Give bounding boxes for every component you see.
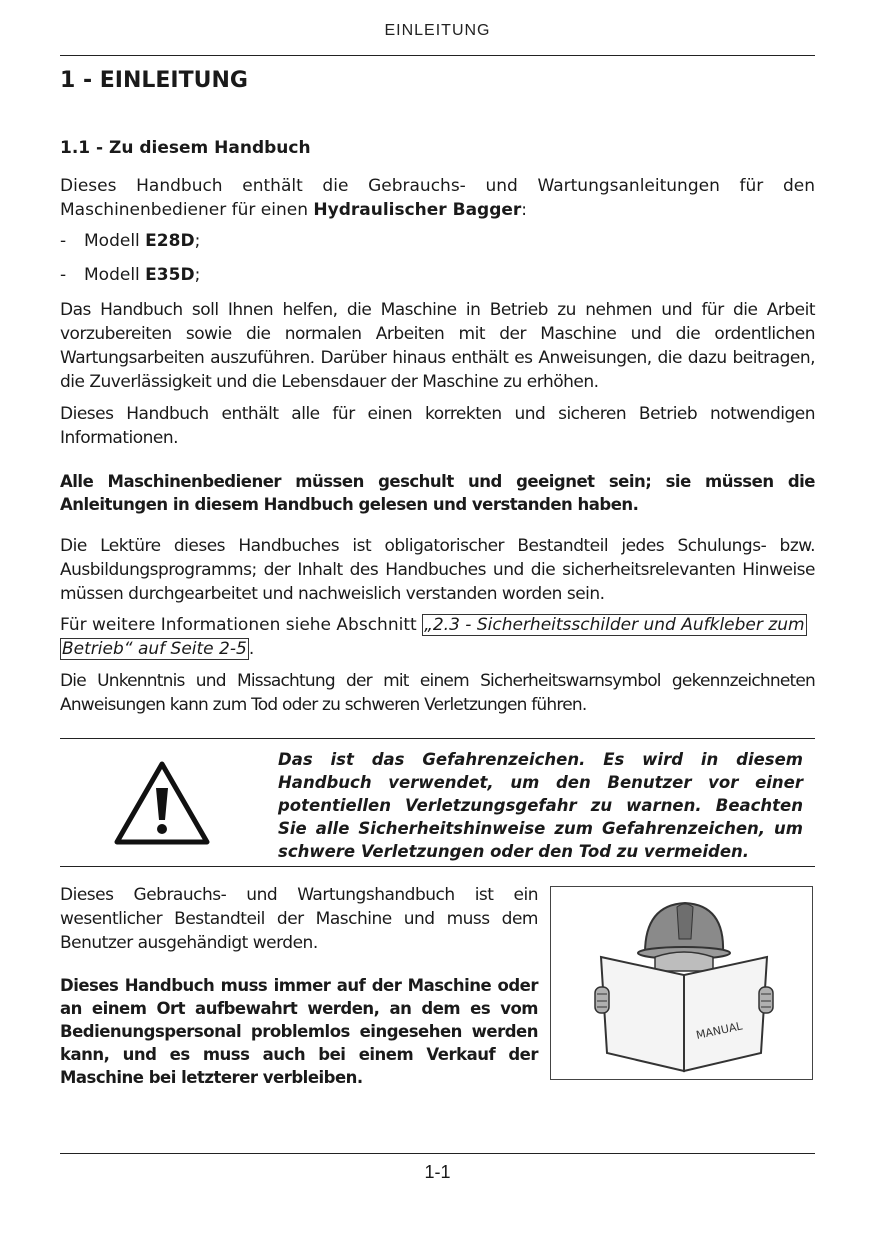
reference-prefix: Für weitere Informationen siehe Abschnitt <box>60 615 423 635</box>
reference-paragraph <box>60 613 815 661</box>
manual-figure <box>550 886 813 1080</box>
section-title: 1.1 - Zu diesem Handbuch <box>60 138 311 158</box>
manual-page <box>60 0 815 1241</box>
model-prefix: Modell <box>84 265 146 285</box>
ignorance-paragraph: Die Unkenntnis und Missachtung der mit einem Sicherheitswarnsymbol gekennzeichneten Anweisungen kann zum Tod oder zu schweren Verletzungen führen. <box>60 671 815 715</box>
intro-end: : <box>521 200 528 220</box>
model-suffix: ; <box>194 231 201 251</box>
model-item: - Modell E35D; <box>60 265 201 285</box>
warning-triangle-icon <box>112 758 212 848</box>
model-suffix: ; <box>194 265 201 285</box>
intro-text: Dieses Handbuch enthält die Gebrauchs- und Wartungsanleitungen für den Maschinenbediener für einen <box>60 176 815 220</box>
book-cover-label: MANUAL <box>694 1019 744 1042</box>
section-reference-link-continued[interactable]: Betrieb“ auf Seite 2-5 <box>62 639 247 659</box>
warning-bottom-rule <box>60 866 815 867</box>
model-name: E35D <box>145 265 195 285</box>
running-header: EINLEITUNG <box>384 22 491 39</box>
chapter-title: 1 - EINLEITUNG <box>60 68 248 93</box>
warning-text: Das ist das Gefahrenzeichen. Es wird in diesem Handbuch verwendet, um den Benutzer vor einer potentiellen Verletzungsgefahr zu warnen. Beachten Sie alle Sicherheitshinweise zum Gefahrenzeichen, um schwere Verletzungen oder den Tod zu vermeiden. <box>278 750 803 861</box>
storage-notice: Dieses Handbuch muss immer auf der Maschine oder an einem Ort aufbewahrt werden, an dem es vom Bedienungspersonal problemlos eingesehen werden kann, und es muss auch bei einem Verkauf der Maschine bei letzterer verbleiben. <box>60 976 538 1087</box>
component-paragraph: Dieses Gebrauchs- und Wartungshandbuch ist ein wesentlicher Bestandteil der Maschine und muss dem Benutzer ausgehändigt werden. <box>60 885 538 953</box>
purpose-paragraph: Das Handbuch soll Ihnen helfen, die Maschine in Betrieb zu nehmen und für die Arbeit vorzubereiten sowie die normalen Arbeiten mit der Maschine und die ordentlichen Wartungsarbeiten auszuführen. Darüber hinaus enthält es Anweisungen, die dazu beitragen, die Zuverlässigkeit und die Lebensdauer der Maschine zu erhöhen. <box>60 300 815 392</box>
reading-paragraph: Die Lektüre dieses Handbuches ist obligatorischer Bestandteil jedes Schulungs- bzw. Ausbildungsprogramms; der Inhalt des Handbuches und die sicherheitsrelevanten Hinweise müssen durchgearbeitet und nachweislich verstanden worden sein. <box>60 536 815 604</box>
worker-reading-manual-illustration <box>551 887 812 1079</box>
information-paragraph: Dieses Handbuch enthält alle für einen korrekten und sicheren Betrieb notwendigen Informationen. <box>60 404 815 448</box>
reference-suffix: . <box>248 639 255 659</box>
model-name: E28D <box>145 231 195 251</box>
model-item: - Modell E28D; <box>60 231 201 251</box>
header-rule <box>60 55 815 56</box>
footer-rule <box>60 1153 815 1154</box>
training-notice: Alle Maschinenbediener müssen geschult und geeignet sein; sie müssen die Anleitungen in diesem Handbuch gelesen und verstanden haben. <box>60 472 815 514</box>
intro-paragraph <box>60 174 815 222</box>
page-number: 1-1 <box>424 1162 451 1182</box>
warning-top-rule <box>60 738 815 739</box>
section-reference-link[interactable]: „2.3 - Sicherheitsschilder und Aufkleber zum <box>424 615 805 635</box>
model-prefix: Modell <box>84 231 146 251</box>
machine-type: Hydraulischer Bagger <box>313 200 522 220</box>
